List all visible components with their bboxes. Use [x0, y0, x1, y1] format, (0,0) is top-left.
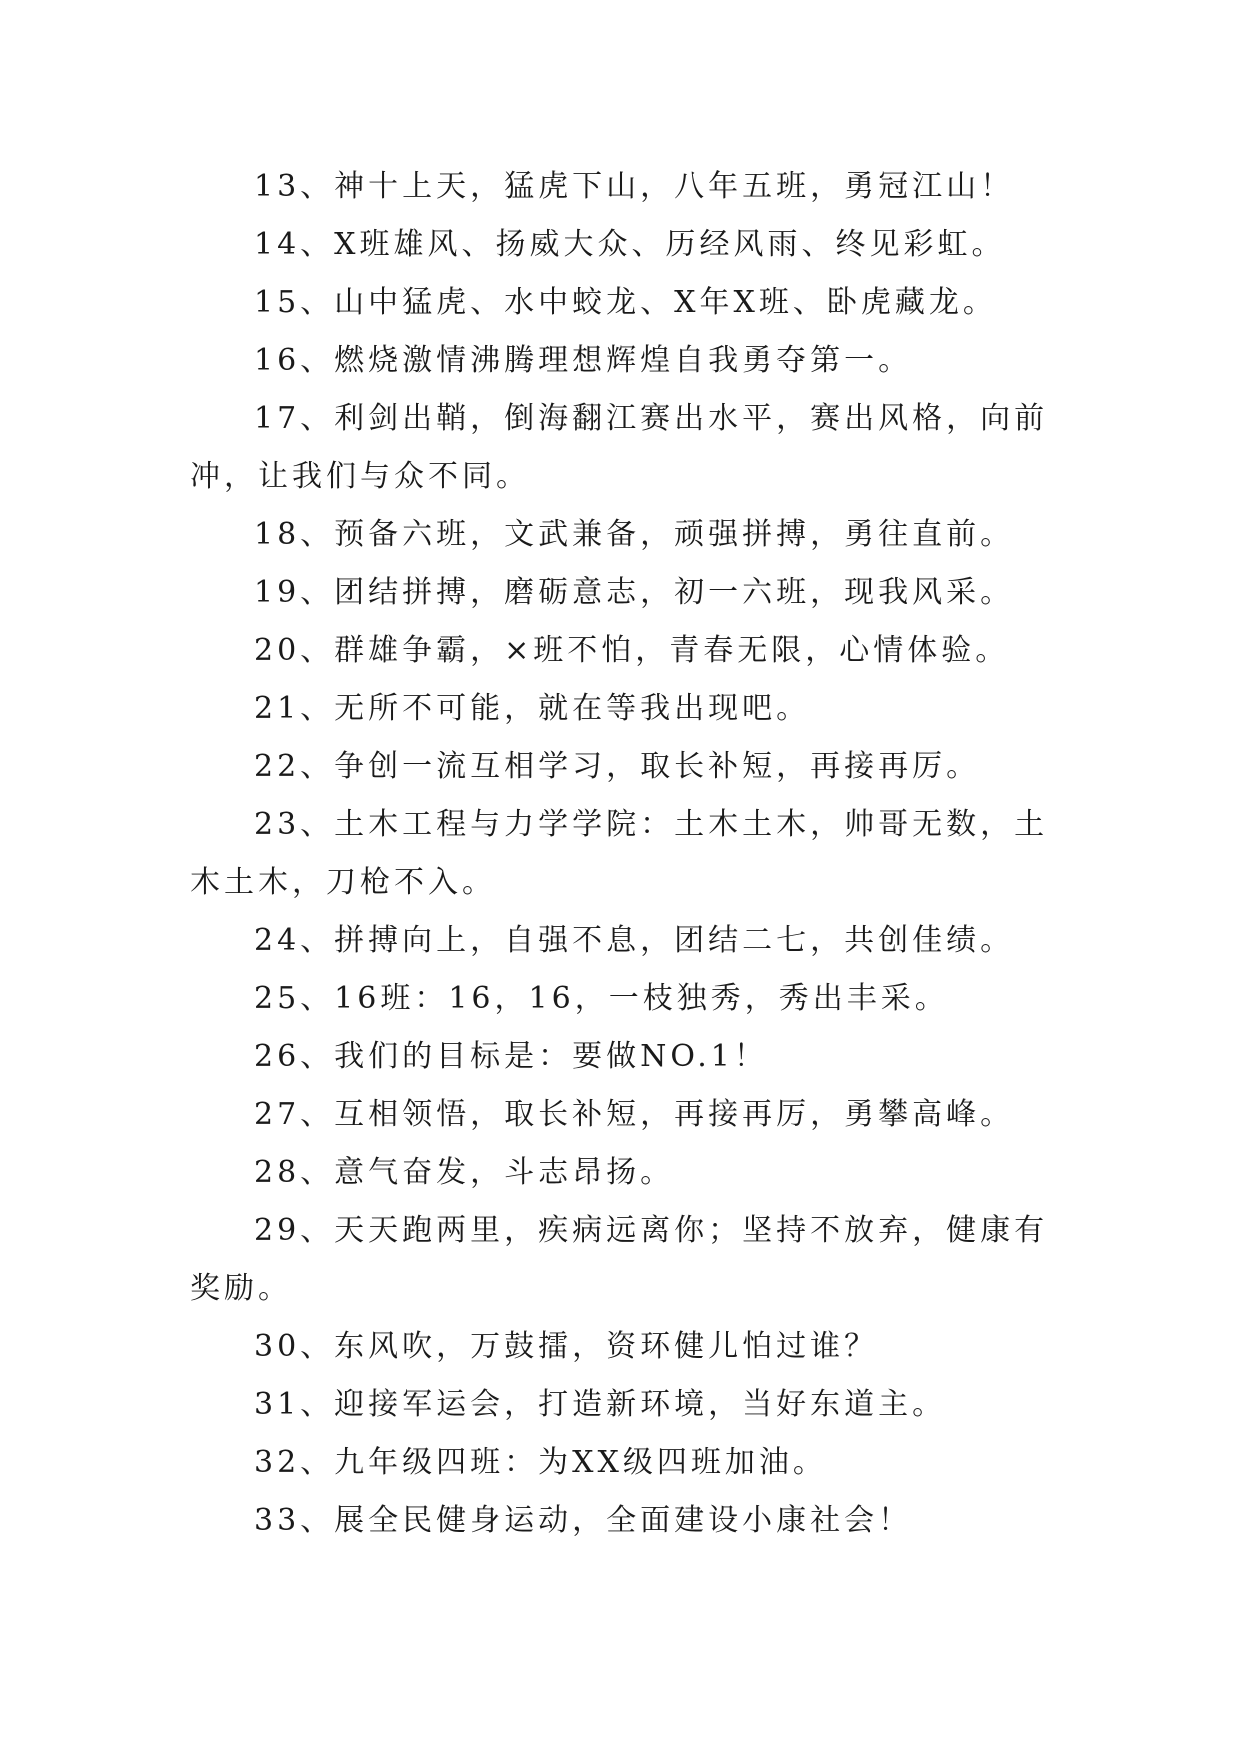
paragraph-14: 14、X班雄风、扬威大众、历经风雨、终见彩虹。: [254, 227, 1006, 262]
paragraph-13: 13、神十上天，猛虎下山，八年五班，勇冠江山！: [254, 169, 1015, 204]
paragraph-16: 16、燃烧激情沸腾理想辉煌自我勇夺第一。: [254, 343, 913, 378]
paragraph-26: 26、我们的目标是：要做NO.1！: [254, 1039, 768, 1074]
paragraph-25: 25、16班：16，16，一枝独秀，秀出丰采。: [254, 981, 949, 1016]
paragraph-24: 24、拼搏向上，自强不息，团结二七，共创佳绩。: [254, 923, 1015, 958]
paragraph-15: 15、山中猛虎、水中蛟龙、X年X班、卧虎藏龙。: [254, 285, 997, 320]
paragraph-17: 17、利剑出鞘，倒海翻江赛出水平，赛出风格，向前冲，让我们与众不同。: [190, 401, 1049, 494]
paragraph-18: 18、预备六班，文武兼备，顽强拼搏，勇往直前。: [254, 517, 1015, 552]
paragraph-30: 30、东风吹，万鼓擂，资环健儿怕过谁？: [254, 1329, 879, 1364]
paragraph-21: 21、无所不可能，就在等我出现吧。: [254, 691, 811, 726]
paragraph-31: 31、迎接军运会，打造新环境，当好东道主。: [254, 1387, 947, 1422]
paragraph-19: 19、团结拼搏，磨砺意志，初一六班，现我风采。: [254, 575, 1015, 610]
paragraph-27: 27、互相领悟，取长补短，再接再厉，勇攀高峰。: [254, 1097, 1015, 1132]
paragraph-22: 22、争创一流互相学习，取长补短，再接再厉。: [254, 749, 981, 784]
document-body: [190, 158, 1050, 1550]
paragraph-32: 32、九年级四班：为XX级四班加油。: [254, 1445, 827, 1480]
paragraph-28: 28、意气奋发，斗志昂扬。: [254, 1155, 675, 1190]
paragraph-33: 33、展全民健身运动，全面建设小康社会！: [254, 1503, 913, 1538]
paragraph-29: 29、天天跑两里，疾病远离你；坚持不放弃，健康有奖励。: [190, 1213, 1049, 1306]
paragraph-23: 23、土木工程与力学学院：土木土木，帅哥无数，土木土木，刀枪不入。: [190, 807, 1049, 900]
paragraph-20: 20、群雄争霸，×班不怕，青春无限，心情体验。: [254, 633, 1010, 668]
